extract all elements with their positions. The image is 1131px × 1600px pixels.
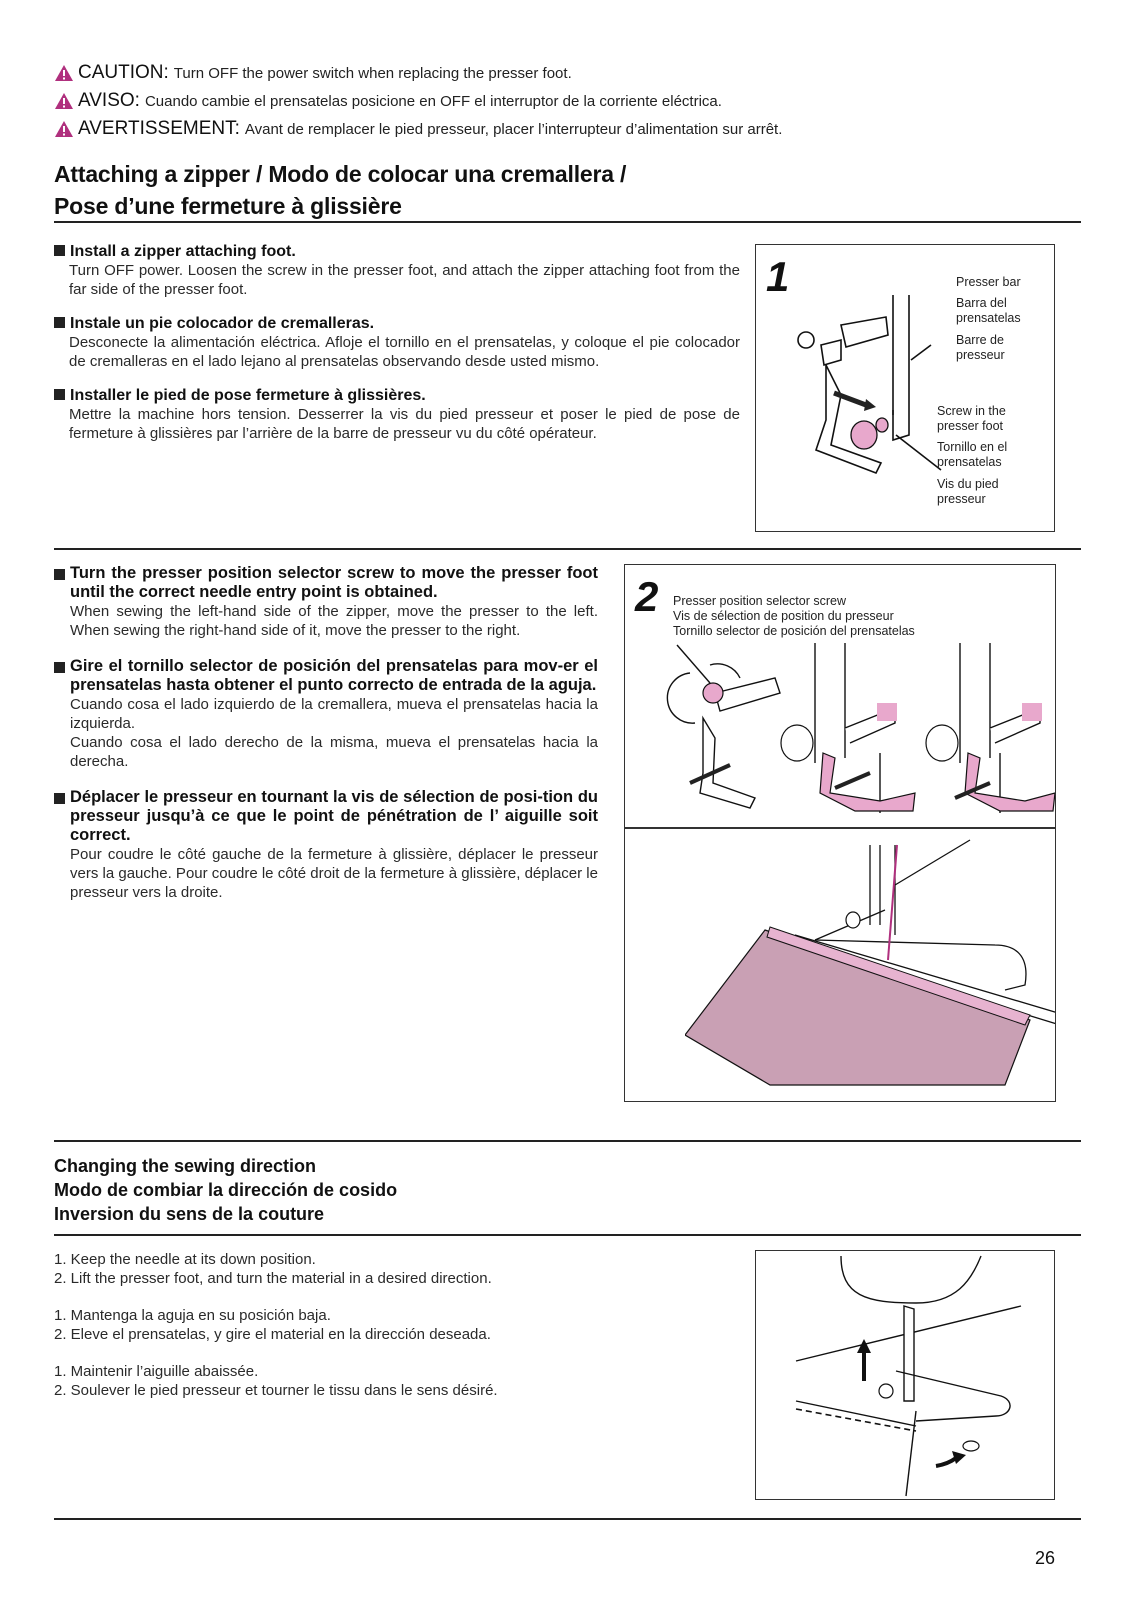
bullet-icon [54,317,65,328]
aviso-label: AVISO: [78,90,140,111]
figure-2 [624,564,1056,1102]
step-es-2: 2. Eleve el prensatelas, y gire el material en la dirección deseada. [54,1325,491,1343]
avertissement-warning [54,118,782,140]
caution-label: CAUTION: [78,62,169,83]
divider [54,1234,1081,1236]
title-line-2: Pose d’une fermeture à glissière [54,193,402,219]
step-en-1: 1. Keep the needle at its down position. [54,1251,316,1268]
step2-es-body: Cuando cosa el lado izquierdo de la cremallera, mueva el prensatelas hacia la izquierda. [70,696,598,732]
warning-icon [54,64,74,82]
step2-es-body-2: Cuando cosa el lado derecho de la misma, mueva el prensatelas hacia la derecha. [70,734,598,770]
warning-icon [54,120,74,138]
divider [54,1518,1081,1520]
step2-en-body: When sewing the left-hand side of the zipper, move the presser to the left. When sewing the right-hand side of it, move the presser to the right. [70,603,598,639]
step2-fr [54,788,598,902]
caution-warning [54,62,572,84]
step1-en [54,243,740,299]
aviso-warning [54,90,722,112]
step2-fr-heading: Déplacer le presseur en tournant la vis de sélection de posi-tion du presseur jusqu’à ce que le point de pénétration de l’ aiguille soit correct. [70,788,598,844]
turning-material-illustration [756,1251,1054,1499]
step1-en-heading: Install a zipper attaching foot. [70,243,296,260]
direction-heading [54,1154,397,1226]
avertissement-label: AVERTISSEMENT: [78,118,240,139]
step2-es [54,657,598,771]
aviso-text: Cuando cambie el prensatelas posicione en OFF el interruptor de la corriente eléctrica. [144,93,722,110]
step1-en-body: Turn OFF power. Loosen the screw in the presser foot, and attach the zipper attaching foot from the far side of the presser foot. [69,262,740,298]
label-selector-en: Presser position selector screw [673,594,846,608]
step2-es-heading: Gire el tornillo selector de posición del prensatelas para mov-er el prensatelas hasta obtener el punto correcto de entrada de la aguja. [70,657,598,694]
step2-fr-body: Pour coudre le côté gauche de la fermeture à glissière, déplacer le presseur vers la gauche. Pour coudre le côté droit de la fermeture à glissière, déplacer le presseur vers la droite. [70,846,598,901]
warning-icon [54,92,74,110]
step-fr-2: 2. Soulever le pied presseur et tourner le tissu dans le sens désiré. [54,1381,498,1399]
zipper-sewing-illustration [685,835,1055,1095]
figure-1 [755,244,1055,532]
label-presser-bar-en: Presser bar [956,275,1021,289]
title-line-1: Attaching a zipper / Modo de colocar una cremallera / [54,161,627,187]
figure-number: 2 [635,573,659,620]
step-fr-1: 1. Maintenir l’aiguille abaissée. [54,1363,259,1380]
step1-instructions [54,243,740,443]
caution-text: Turn OFF the power switch when replacing the presser foot. [173,65,572,82]
label-screw-es: Tornillo en el prensatelas [937,440,1008,469]
step1-fr [54,387,740,443]
label-presser-bar-es: Barra del prensatelas [956,296,1021,325]
step2-en [54,564,598,640]
label-screw-fr: Vis du pied presseur [937,477,999,506]
step-en-2: 2. Lift the presser foot, and turn the material in a desired direction. [54,1269,492,1287]
step1-fr-heading: Installer le pied de pose fermeture à glissières. [70,387,426,404]
bullet-icon [54,389,65,400]
bullet-icon [54,793,65,804]
divider [54,1140,1081,1142]
figure-3 [755,1250,1055,1500]
avertissement-text: Avant de remplacer le pied presseur, placer l’interrupteur d’alimentation sur arrêt. [244,121,783,138]
step1-es [54,315,740,371]
label-presser-bar-fr: Barre de presseur [956,333,1005,362]
direction-steps [54,1251,498,1400]
divider [54,548,1081,550]
step2-en-heading: Turn the presser position selector screw to move the presser foot until the correct needle entry point is obtained. [70,564,598,601]
page-title [54,158,626,222]
figure-divider [625,827,1055,829]
bullet-icon [54,569,65,580]
label-selector-es: Tornillo selector de posición del prensatelas [673,624,915,638]
bullet-icon [54,662,65,673]
label-screw-en: Screw in the presser foot [937,404,1006,433]
presser-position-illustration [655,643,1055,813]
figure-number: 1 [766,253,790,300]
step1-fr-body: Mettre la machine hors tension. Desserrer la vis du pied presseur et poser le pied de pose de fermeture à glissières par l’arrière de la barre de presseur vu du côté opérateur. [69,406,740,442]
divider [54,221,1081,223]
step2-instructions [54,564,598,902]
step1-es-heading: Instale un pie colocador de cremalleras. [70,315,375,332]
step-es-1: 1. Mantenga la aguja en su posición baja. [54,1307,331,1324]
direction-heading-en: Changing the sewing direction [54,1156,317,1176]
page-number: 26 [1034,1548,1055,1568]
label-selector-fr: Vis de sélection de position du presseur [673,609,894,623]
bullet-icon [54,245,65,256]
direction-heading-es: Modo de combiar la dirección de cosido [54,1180,398,1200]
direction-heading-fr: Inversion du sens de la couture [54,1204,325,1224]
step1-es-body: Desconecte la alimentación eléctrica. Afloje el tornillo en el prensatelas, y coloque el pie colocador de cremalleras en el lado lejano al prensatelas observando desde usted mismo. [69,334,740,370]
